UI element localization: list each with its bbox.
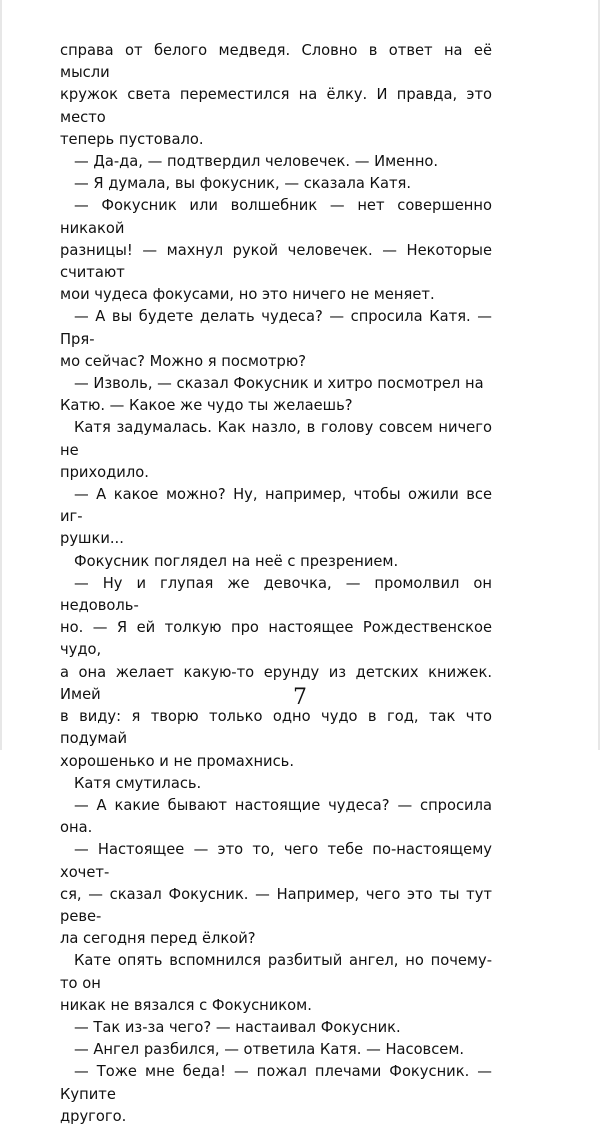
paragraph: — Я думала, вы фокусник, — сказала Катя. xyxy=(74,175,412,193)
paragraph: Катя смутилась. xyxy=(74,774,202,792)
paragraph: Кате опять вспомнился разбитый ангел, но почему-то он никак не вязался с Фокусником. xyxy=(60,952,492,1014)
paragraph: — Да-да, — подтвердил человечек. — Именно. xyxy=(74,153,439,171)
paragraph: — Изволь, — сказал Фокусник и хитро посмотрел на Катю. — Какое же чудо ты желаешь? xyxy=(60,375,484,415)
paragraph: — А вы будете делать чудеса? — спросила Катя. — Пря- мо сейчас? Можно я посмотрю? xyxy=(60,308,492,370)
page-number: 7 xyxy=(293,685,307,710)
page-left-edge xyxy=(0,0,2,750)
paragraph: — Так из-за чего? — настаивал Фокусник. xyxy=(74,1018,401,1036)
paragraph: справа от белого медведя. Словно в ответ на её мысли кружок света переместился на ёлку. И правда, это место теперь пустовало. xyxy=(60,42,492,148)
paragraph: Катя задумалась. Как назло, в голову совсем ничего не приходило. xyxy=(60,419,492,481)
paragraph: — А какое можно? Ну, например, чтобы ожили все иг- рушки... xyxy=(60,486,492,548)
paragraph: — Настоящее — это то, чего тебе по-настоящему хочет- ся, — сказал Фокусник. — Например, чего это ты тут реве- ла сегодня перед ёлкой? xyxy=(60,841,492,948)
paragraph: — Ангел разбился, — ответила Катя. — Насовсем. xyxy=(74,1041,465,1059)
paragraph: Фокусник поглядел на неё с презрением. xyxy=(74,552,399,570)
paragraph: — Фокусник или волшебник — нет совершенно никакой разницы! — махнул рукой человечек. — Некоторые считают мои чудеса фокусами, но это ничего не меняет. xyxy=(60,197,492,304)
paragraph: — Ну и глупая же девочка, — промолвил он недоволь- но. — Я ей толкую про настоящее Рождественское чудо, а она желает какую-то ерунду из детских книжек. Имей в виду: я творю только одно чудо в год, так что подумай хорошенько и не промахнись. xyxy=(60,574,492,770)
paragraph: — Тоже мне беда! — пожал плечами Фокусник. — Купите другого. xyxy=(60,1063,492,1125)
paragraph: — А какие бывают настоящие чудеса? — спросила она. xyxy=(60,796,492,837)
body-text xyxy=(60,40,492,1128)
